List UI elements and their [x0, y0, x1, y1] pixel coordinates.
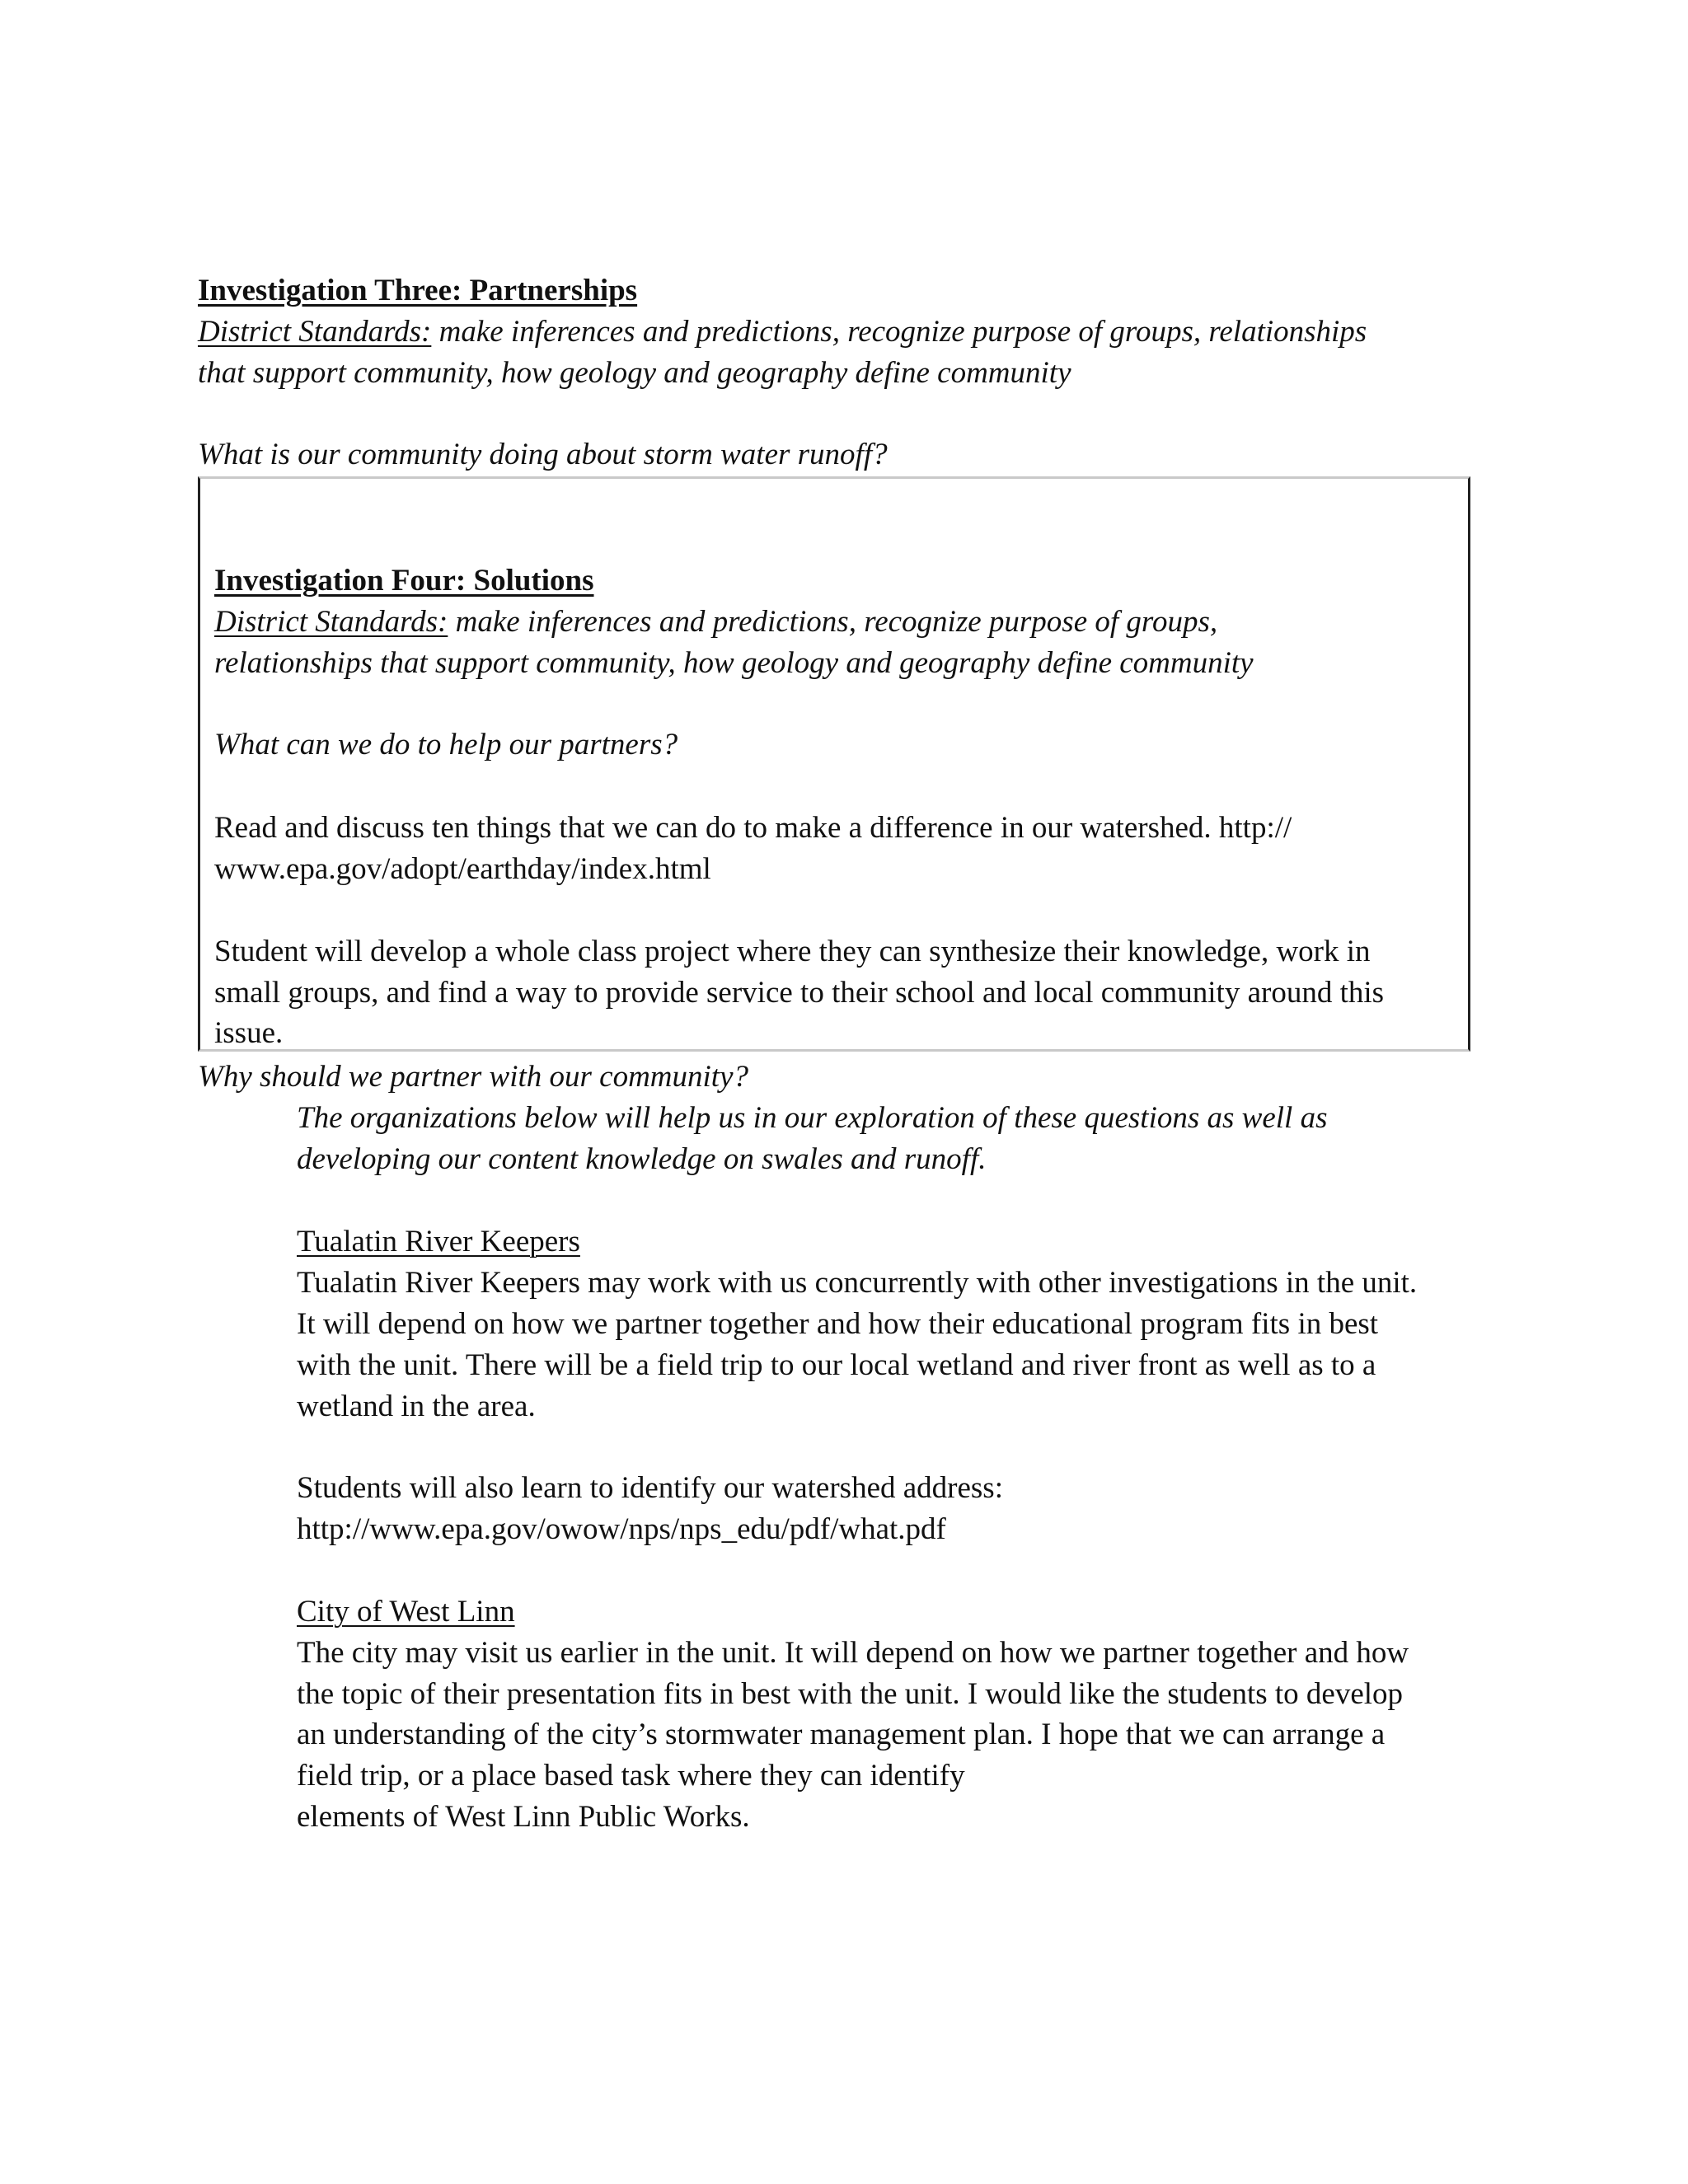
read-discuss-line1: Read and discuss ten things that we can do to make a difference in our watershed. http://	[214, 811, 1292, 845]
project-line3: issue.	[214, 1016, 284, 1050]
investigation-four-standards-line1	[214, 602, 1217, 643]
investigation-four-standards-line2: relationships that support community, how geology and geography define community	[214, 646, 1254, 680]
tualatin-river-keepers-title: Tualatin River Keepers	[297, 1225, 580, 1258]
trk-line1: Tualatin River Keepers may work with us concurrently with other investigations in the unit.	[297, 1266, 1418, 1300]
watershed-address-line1: Students will also learn to identify our watershed address:	[297, 1471, 1003, 1505]
trk-line2: It will depend on how we partner together and how their educational program fits in best	[297, 1307, 1379, 1341]
project-line2: small groups, and find a way to provide service to their school and local community around this	[214, 976, 1385, 1010]
partner-question: Why should we partner with our community?	[198, 1060, 749, 1094]
investigation-four-heading: Investigation Four: Solutions	[214, 564, 594, 598]
standards-text: make inferences and predictions, recognize purpose of groups, relationships	[431, 315, 1367, 349]
investigation-three-question: What is our community doing about storm water runoff?	[198, 438, 888, 471]
west-linn-line3: an understanding of the city’s stormwater management plan. I hope that we can arrange a	[297, 1718, 1386, 1751]
partner-intro-line1: The organizations below will help us in our exploration of these questions as well as	[297, 1101, 1328, 1135]
watershed-address-url: http://www.epa.gov/owow/nps/nps_edu/pdf/what.pdf	[297, 1512, 946, 1546]
standards-label: District Standards:	[214, 605, 448, 639]
standards-label: District Standards:	[198, 315, 432, 349]
west-linn-line2: the topic of their presentation fits in best with the unit. I would like the students to develop	[297, 1677, 1404, 1711]
west-linn-line5: elements of West Linn Public Works.	[297, 1800, 750, 1834]
west-linn-line4: field trip, or a place based task where they can identify	[297, 1759, 965, 1793]
investigation-three-heading: Investigation Three: Partnerships	[198, 274, 638, 307]
west-linn-line1: The city may visit us earlier in the unit. It will depend on how we partner together and how	[297, 1636, 1409, 1670]
standards-text: make inferences and predictions, recognize purpose of groups,	[448, 605, 1218, 639]
trk-line4: wetland in the area.	[297, 1390, 536, 1423]
read-discuss-line2: www.epa.gov/adopt/earthday/index.html	[214, 852, 711, 886]
investigation-three-standards-line1	[198, 312, 1367, 353]
trk-line3: with the unit. There will be a field trip to our local wetland and river front as well as to a	[297, 1348, 1376, 1382]
partner-intro-line2: developing our content knowledge on swales and runoff.	[297, 1142, 987, 1176]
project-line1: Student will develop a whole class project where they can synthesize their knowledge, work in	[214, 935, 1371, 968]
investigation-four-question: What can we do to help our partners?	[214, 728, 678, 762]
investigation-three-standards-line2: that support community, how geology and geography define community	[198, 356, 1071, 390]
city-of-west-linn-title: City of West Linn	[297, 1595, 515, 1629]
